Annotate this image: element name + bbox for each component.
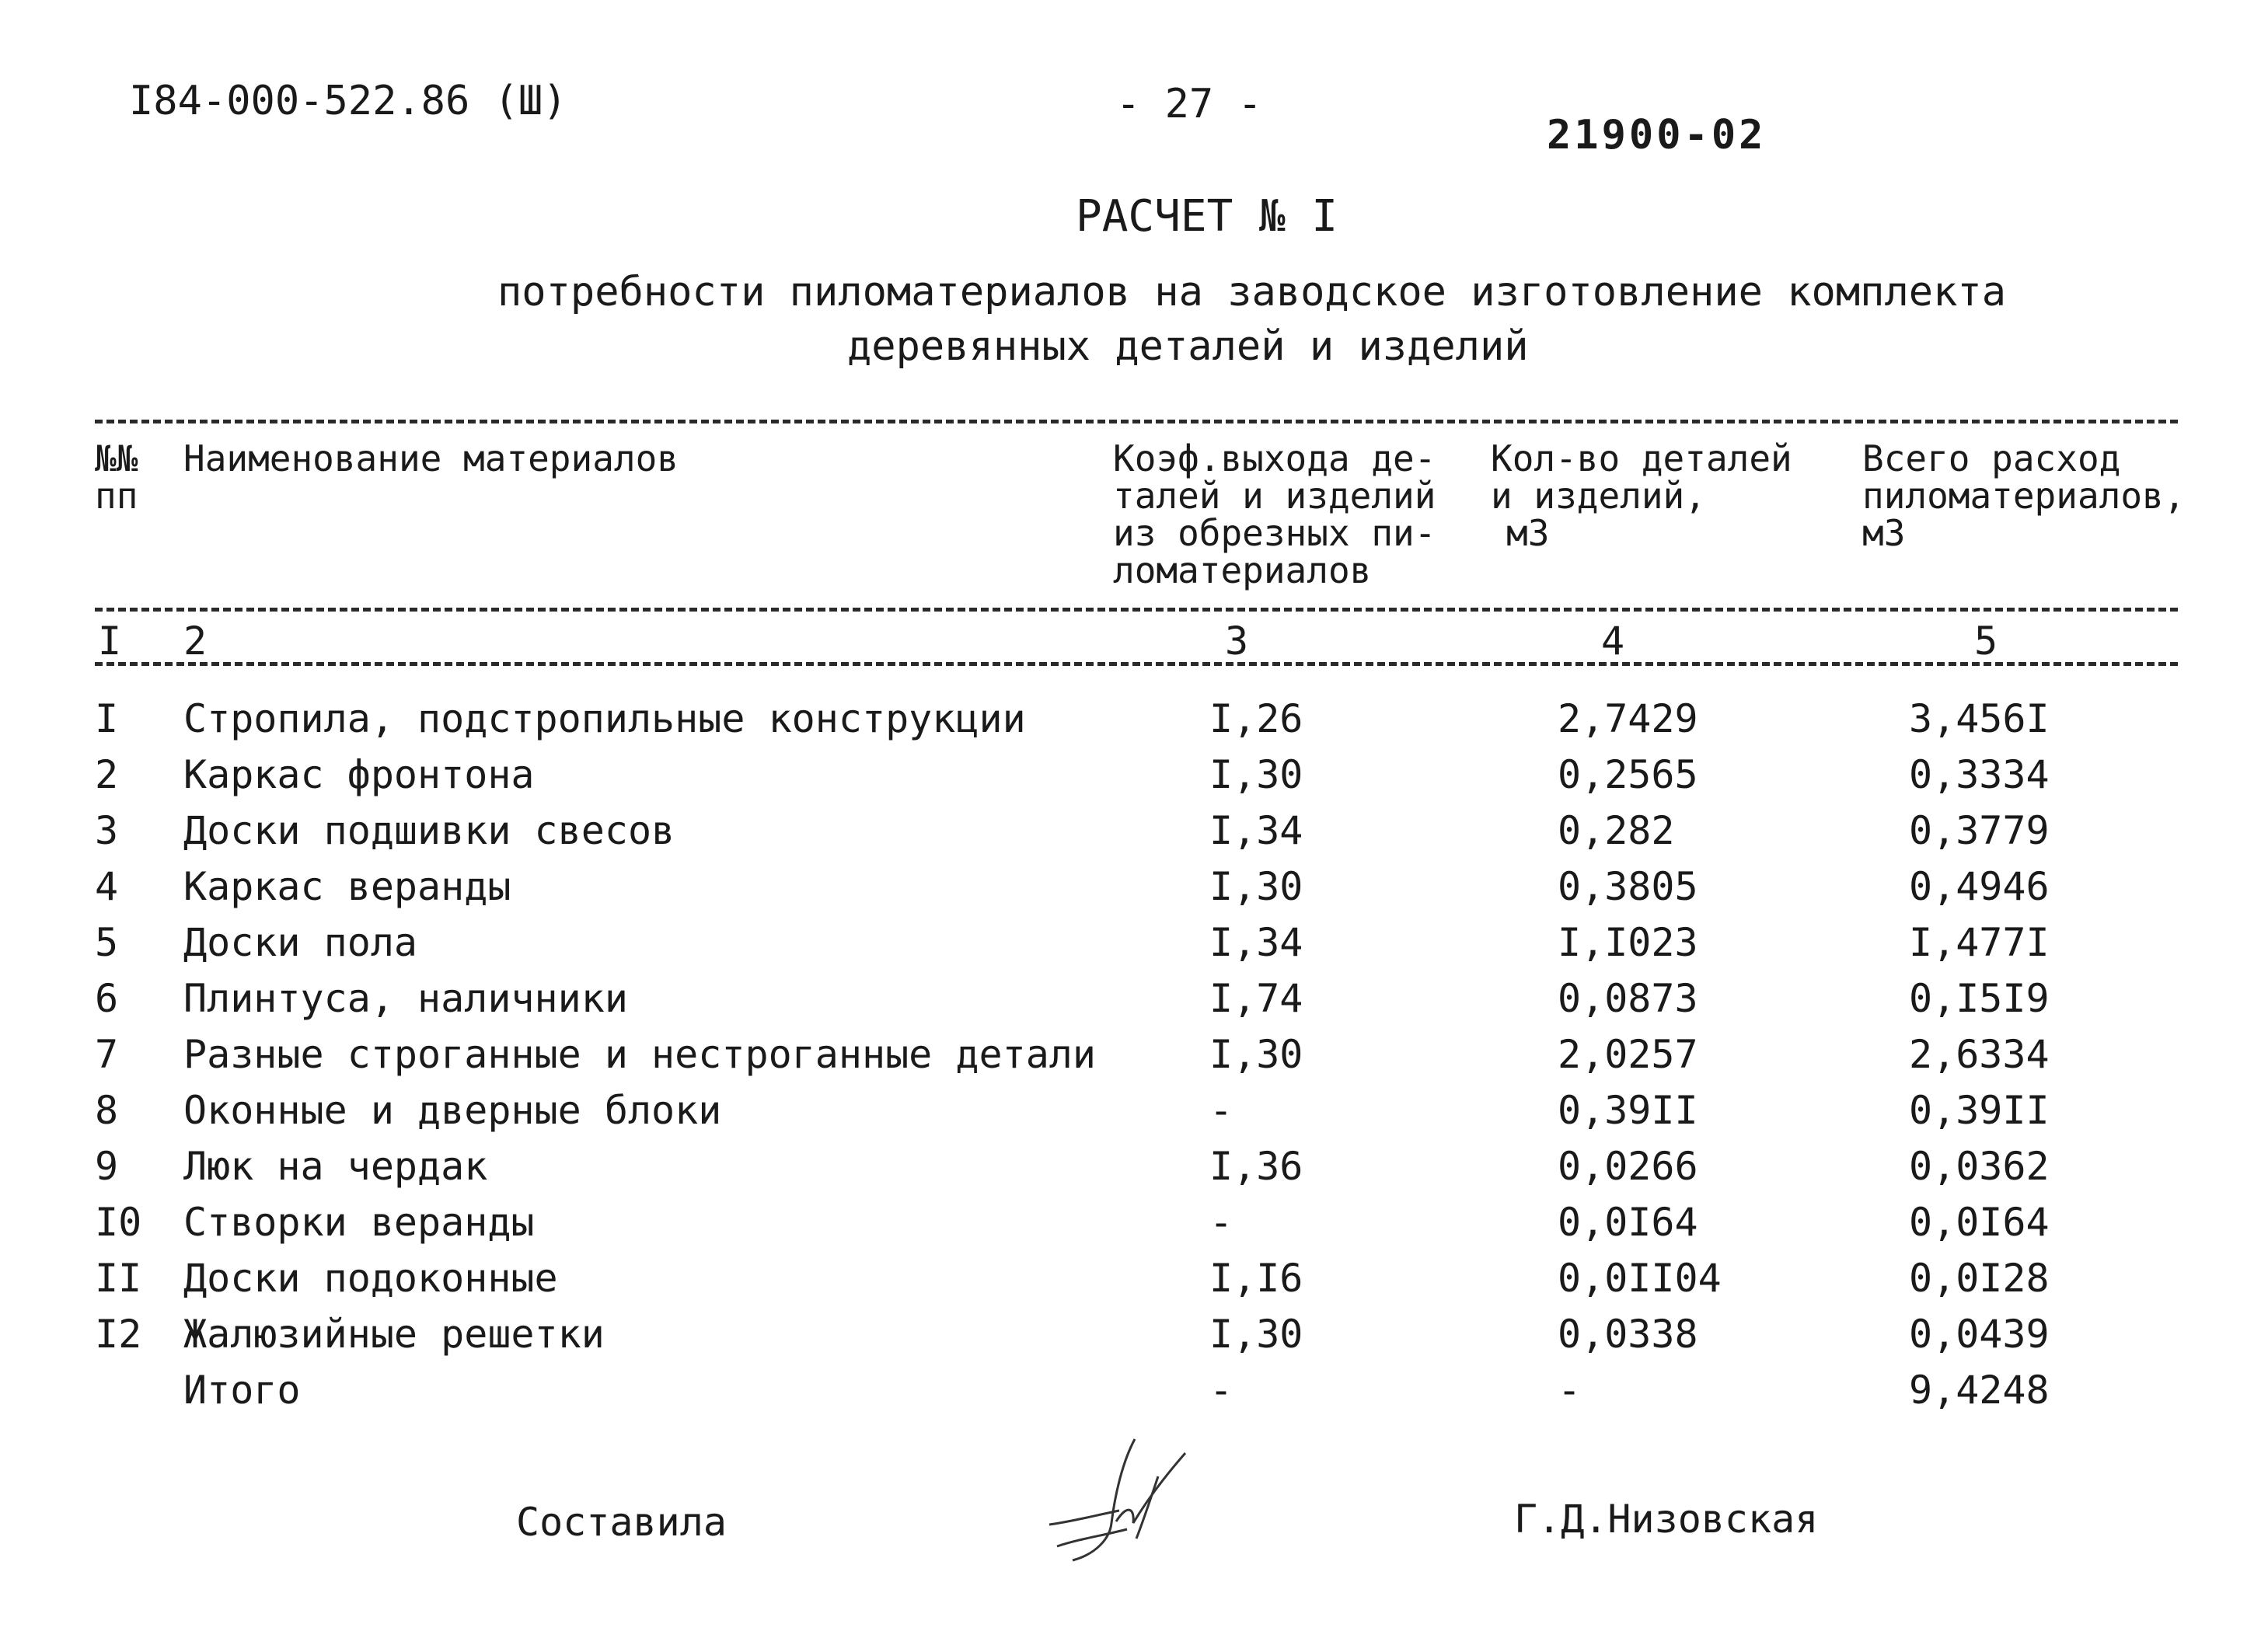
header-num: №№ пп: [95, 437, 138, 517]
table-row: 4 Каркас веранды I,30 0,3805 0,4946: [95, 864, 2050, 909]
table-row: I Стропила, подстропильные конструкции I,26 2,7429 3,456I: [95, 696, 2050, 741]
column-number-4: 4: [1601, 619, 1625, 664]
compiler-name: Г.Д.Низовская: [1514, 1497, 1819, 1542]
table-row: 6 Плинтуса, наличники I,74 0,0873 0,I5I9: [95, 976, 2050, 1021]
document-subtitle-line1: потребности пиломатериалов на заводское изготовление комплекта: [497, 269, 2007, 315]
table-row: 7 Разные строганные и нестроганные детали I,30 2,0257 2,6334: [95, 1032, 2050, 1077]
table-row: 3 Доски подшивки свесов I,34 0,282 0,3779: [95, 808, 2050, 853]
column-numbers-rule: [95, 662, 2178, 666]
table-row: I2 Жалюзийные решетки I,30 0,0338 0,0439: [95, 1312, 2050, 1357]
column-number-5: 5: [1974, 619, 1998, 664]
table-row: 5 Доски пола I,34 I,I023 I,477I: [95, 920, 2050, 965]
document-subtitle-line2: деревянных деталей и изделий: [847, 323, 1529, 370]
table-row: 8 Оконные и дверные блоки - 0,39II 0,39II: [95, 1088, 2050, 1133]
compiled-by-label: Составила: [516, 1500, 727, 1545]
table-row: 2 Каркас фронтона I,30 0,2565 0,3334: [95, 752, 2050, 797]
document-title: РАСЧЕТ № I: [1076, 191, 1338, 242]
header-bottom-rule: [95, 608, 2178, 612]
table-row-total: Итого - - 9,4248: [183, 1368, 2050, 1413]
header-total: Всего расход пиломатериалов, м3: [1862, 437, 2186, 554]
header-qty: Кол-во деталей и изделий, м3: [1491, 437, 1792, 554]
table-top-rule: [95, 420, 2178, 423]
header-name: Наименование материалов: [183, 437, 679, 479]
table-row: I0 Створки веранды - 0,0I64 0,0I64: [95, 1200, 2050, 1245]
table-row: 9 Люк на чердак I,36 0,0266 0,0362: [95, 1144, 2050, 1189]
column-number-2: 2: [183, 619, 208, 664]
page-number: - 27 -: [1116, 81, 1262, 127]
column-number-1: I: [98, 619, 122, 664]
sheet-code: 21900-02: [1547, 112, 1767, 159]
table-row: II Доски подоконные I,I6 0,0II04 0,0I28: [95, 1256, 2050, 1301]
header-koef: Коэф.выхода де- талей и изделий из обрезных пи- ломатериалов: [1113, 437, 1436, 591]
document-code: I84-000-522.86 (Ш): [129, 78, 567, 124]
column-number-3: 3: [1225, 619, 1249, 664]
signature: [1042, 1430, 1197, 1570]
